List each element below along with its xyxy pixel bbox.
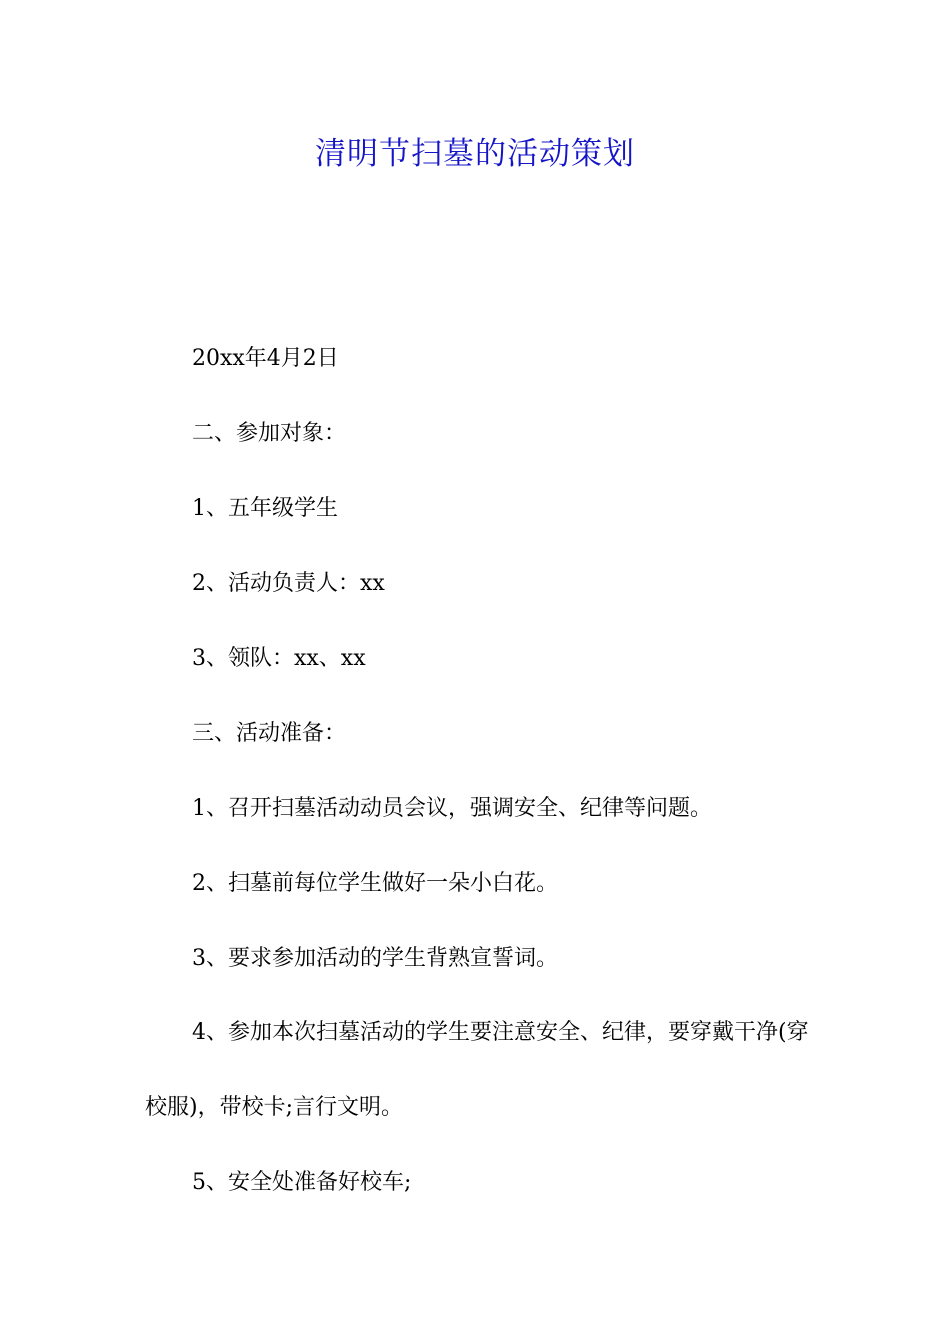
paragraph-section-participants: 二、参加对象： bbox=[192, 421, 347, 446]
paragraph-item: 5、安全处准备好校车; bbox=[192, 1170, 412, 1195]
paragraph-item: 3、领队：xx、xx bbox=[192, 646, 366, 671]
paragraph-item: 4、参加本次扫墓活动的学生要注意安全、纪律，要穿戴干净(穿校服)，带校卡;言行文明。 bbox=[145, 1020, 809, 1120]
paragraph-item: 1、五年级学生 bbox=[192, 496, 338, 521]
paragraph-item: 3、要求参加活动的学生背熟宣誓词。 bbox=[192, 946, 558, 971]
paragraph-item: 2、扫墓前每位学生做好一朵小白花。 bbox=[192, 871, 558, 896]
paragraph-date: 20xx年4月2日 bbox=[192, 346, 339, 371]
paragraph-section-preparation: 三、活动准备： bbox=[192, 721, 347, 746]
document-title: 清明节扫墓的活动策划 bbox=[315, 136, 635, 172]
paragraph-item: 2、活动负责人：xx bbox=[192, 571, 385, 596]
paragraph-item: 1、召开扫墓活动动员会议，强调安全、纪律等问题。 bbox=[192, 796, 712, 821]
